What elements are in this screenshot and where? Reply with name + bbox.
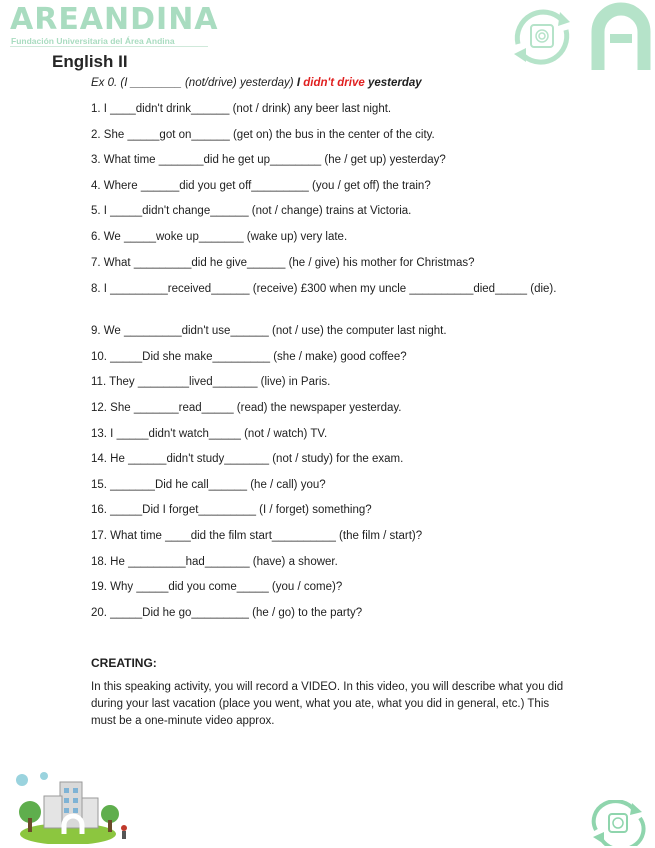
exercise-item: 9. We _________didn't use______ (not / use) the computer last night. [91,325,447,338]
example-sentence [91,77,422,89]
green-campus-illustration-icon [6,768,136,844]
exercise-item: 5. I _____didn't change______ (not / change) trains at Victoria. [91,205,412,218]
example-question: Ex 0. (I ________ (not/drive) yesterday) [91,77,294,89]
fingerprint-cycle-icon [506,6,578,66]
exercise-item: 13. I _____didn't watch_____ (not / watch) TV. [91,427,328,440]
exercise-item: 11. They ________lived_______ (live) in Paris. [91,376,331,389]
exercise-item: 3. What time _______did he get up________ (he / get up) yesterday? [91,154,446,167]
exercise-item: 14. He ______didn't study_______ (not / study) for the exam. [91,453,404,466]
exercise-item: 17. What time ____did the film start__________ (the film / start)? [91,529,423,542]
logo-subtitle: Fundación Universitaria del Área Andina [11,36,175,46]
creating-instructions: In this speaking activity, you will record a VIDEO. In this video, you will describe what you did during your last vacation (place you went, what you ate, what you did in general, etc.) This must be a one-minute video approx. [91,681,564,727]
exercise-item: 18. He _________had_______ (have) a shower. [91,555,338,568]
exercise-item: 8. I _________received______ (receive) £300 when my uncle __________died_____ (die). [91,283,557,296]
exercise-item: 4. Where ______did you get off_________ (you / get off) the train? [91,179,431,192]
course-title: English II [52,52,128,71]
exercise-item: 12. She _______read_____ (read) the newspaper yesterday. [91,401,402,414]
exercise-item: 6. We _____woke up_______ (wake up) very late. [91,230,348,243]
exercise-item: 10. _____Did she make_________ (she / make) good coffee? [91,350,407,363]
exercise-item: 19. Why _____did you come_____ (you / come)? [91,581,343,594]
logo-divider [10,46,208,47]
exercise-list [91,97,571,626]
example-answer-highlight: didn't drive [303,77,365,89]
exercise-item: 16. _____Did I forget_________ (I / forget) something? [91,504,372,517]
exercise-item: 20. _____Did he go_________ (he / go) to the party? [91,606,363,619]
areandina-logo: AREANDINA [10,2,219,37]
areandina-a-logo-icon [590,2,652,72]
fingerprint-cycle-icon [588,800,648,846]
creating-heading: CREATING: [91,656,157,670]
exercise-item: 2. She _____got on______ (get on) the bus in the center of the city. [91,128,435,141]
exercise-item: 7. What _________did he give______ (he / give) his mother for Christmas? [91,256,475,269]
example-answer: I didn't drive yesterday [296,77,422,89]
exercise-item: 15. _______Did he call______ (he / call) you? [91,478,326,491]
exercise-item: 1. I ____didn't drink______ (not / drink) any beer last night. [91,103,392,115]
